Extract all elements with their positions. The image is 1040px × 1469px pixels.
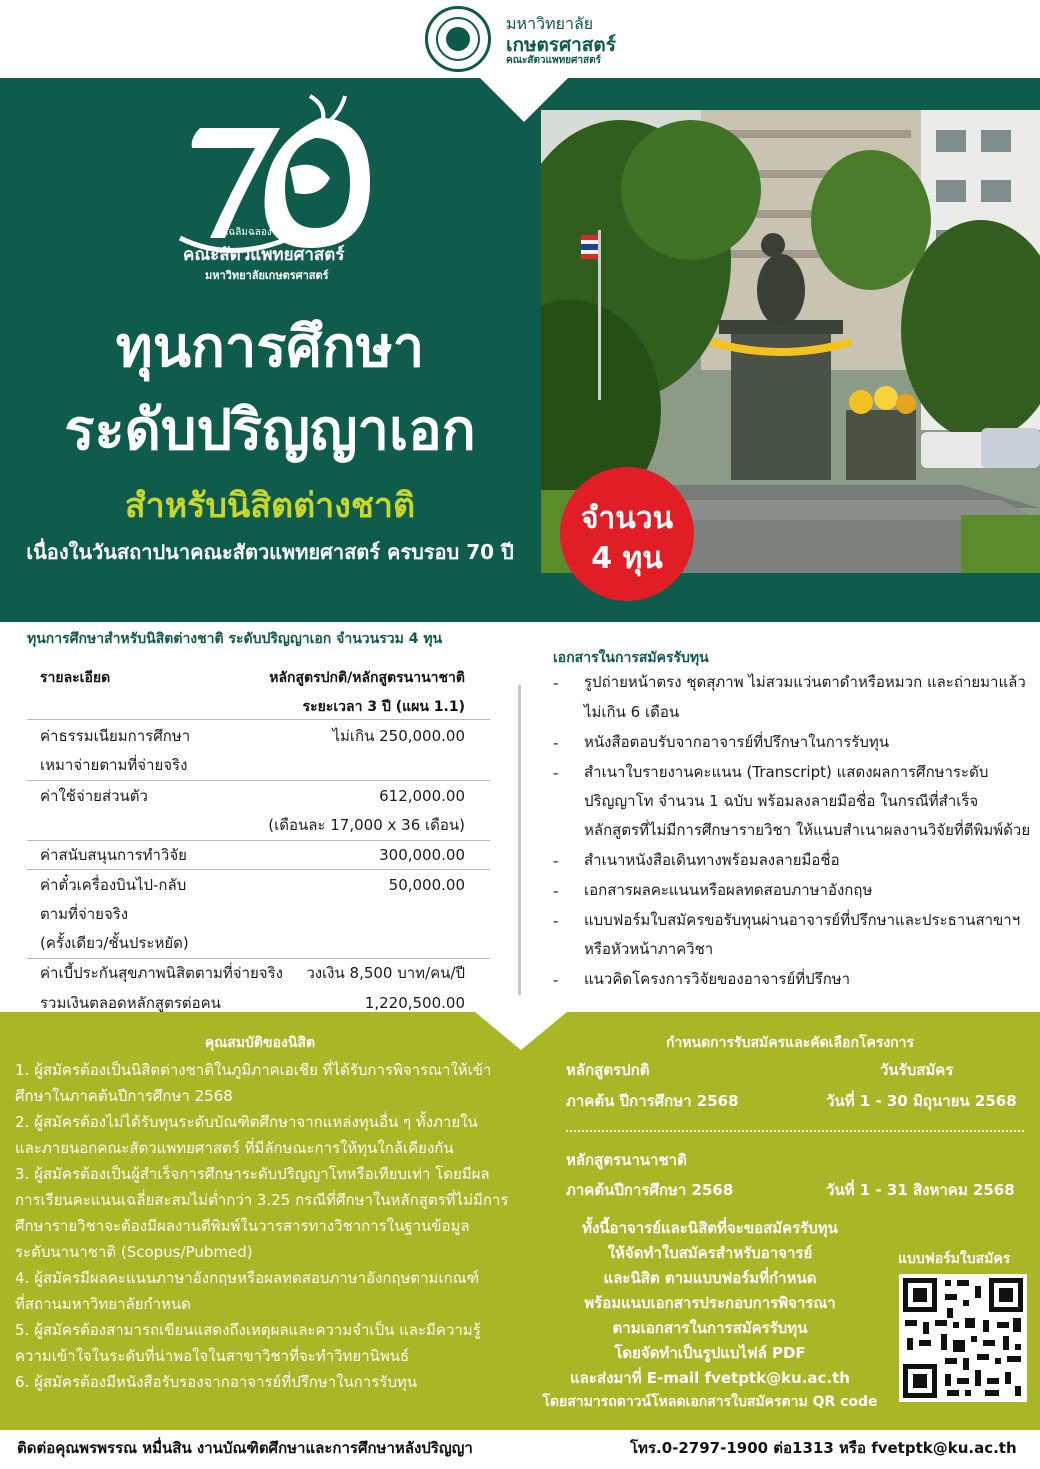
logo-caption-line3: มหาวิทยาลัยเกษตรศาสตร์: [205, 269, 329, 282]
document-item: หนังสือตอบรับจากอาจารย์ที่ปรึกษาในการรับทุน: [584, 733, 889, 751]
documents-title: เอกสารในการสมัครรับทุน: [553, 650, 709, 666]
table-title: ทุนการศึกษาสำหรับนิสิตต่างชาติ ระดับปริญญาเอก จำนวนรวม 4 ทุน: [27, 631, 443, 647]
headline-line2: ระดับปริญญาเอก: [64, 398, 476, 463]
qr-label: แบบฟอร์มใบสมัคร: [898, 1251, 1011, 1267]
bullet-dash: -: [553, 674, 559, 692]
application-note: โดยจัดทำเป็นรูปแบไฟล์ PDF: [614, 1344, 806, 1362]
bullet-dash: -: [553, 852, 559, 870]
qualification-line: 4. ผู้สมัครมีผลคะแนนภาษาอังกฤษหรือผลทดสอบภาษาอังกฤษตามเกณฑ์: [15, 1269, 480, 1287]
schedule-term-regular: ภาคต้น ปีการศึกษา 2568: [566, 1092, 739, 1110]
qualifications-title: คุณสมบัติของนิสิต: [204, 1035, 316, 1051]
application-note: และนิสิต ตามแบบฟอร์มที่กำหนด: [603, 1269, 817, 1287]
badge-label: จำนวน: [580, 501, 674, 536]
logo-caption-line1: เฉลิมฉลอง 70 ปี: [225, 227, 298, 238]
table-row-item: ตามที่จ่ายจริง: [40, 905, 129, 923]
schedule-date-header: วันรับสมัคร: [880, 1061, 954, 1079]
footer-contact: ติดต่อคุณพรพรรณ หมื่นสิน งานบัณฑิตศึกษาและการศึกษาหลังปริญญา: [17, 1439, 473, 1457]
headline-line1: ทุนการศึกษา: [115, 315, 425, 380]
document-item: ปริญญาโท จำนวน 1 ฉบับ พร้อมลงลายมือชื่อ ในกรณีที่สำเร็จ: [584, 792, 979, 810]
dotted-separator: [566, 1130, 1024, 1132]
table-row-value: วงเงิน 8,500 บาท/คน/ปี: [306, 964, 465, 982]
document-item: แนวคิดโครงการวิจัยของอาจารย์ที่ปรึกษา: [584, 970, 851, 988]
table-row-value: 50,000.00: [388, 876, 465, 894]
badge-count: 4 ทุน: [591, 541, 663, 576]
qualification-line: ระดับนานาชาติ (Scopus/Pubmed): [15, 1243, 253, 1261]
qualification-line: 6. ผู้สมัครต้องมีหนังสือรับรองจากอาจารย์ที่ปรึกษาในการรับทุน: [15, 1373, 418, 1391]
table-header-duration: ระยะเวลา 3 ปี (แผน 1.1): [302, 699, 465, 715]
headline-tagline: เนื่องในวันสถาปนาคณะสัตวแพทยศาสตร์ ครบรอบ 70 ปี: [26, 540, 514, 564]
table-row-item: ค่าเบี้ประกันสุขภาพนิสิตตามที่จ่ายจริง: [40, 964, 283, 982]
document-item: หรือหัวหน้าภาควิชา: [584, 940, 714, 958]
headline-subtitle: สำหรับนิสิตต่างชาติ: [124, 486, 416, 526]
application-note: ตามเอกสารในการสมัครรับทุน: [612, 1319, 808, 1337]
qualification-line: ศึกษาในภาคต้นปีการศึกษา 2568: [15, 1087, 233, 1105]
qualification-line: การเรียนคะแนนเฉลี่ยสะสมไม่ต่ำกว่า 3.25 กรณีที่ศึกษาในหลักสูตรที่ไม่มีการ: [15, 1191, 509, 1209]
qualification-line: ศึกษารายวิชาจะต้องมีผลงานตีพิมพ์ในวารสารทางวิชาการในฐานข้อมูล: [15, 1217, 470, 1235]
table-rule: [27, 719, 490, 720]
table-rule: [27, 780, 490, 781]
footer-phone-email: โทร.0-2797-1900 ต่อ1313 หรือ fvetptk@ku.ac.th: [630, 1439, 1017, 1457]
application-note: พร้อมแนบเอกสารประกอบการพิจารณา: [584, 1294, 836, 1312]
document-item: แบบฟอร์มใบสมัครขอรับทุนผ่านอาจารย์ที่ปรึกษาและประธานสาขาฯ: [584, 911, 1021, 929]
bullet-dash: -: [553, 734, 559, 752]
schedule-program-regular: หลักสูตรปกติ: [566, 1061, 650, 1079]
table-total-label: รวมเงินตลอดหลักสูตรต่อคน: [40, 994, 221, 1012]
table-header-detail: รายละเอียด: [40, 670, 111, 686]
table-row-item: เหมาจ่ายตามที่จ่ายจริง: [40, 756, 188, 774]
table-rule: [27, 869, 490, 870]
qualification-line: และภายนอกคณะสัตวแพทยศาสตร์ ที่มีลักษณะการให้ทุนใกล้เคียงกัน: [15, 1139, 454, 1157]
document-item: หลักสูตรที่ไม่มีการศึกษารายวิชา ให้แนบสำเนาผลงานวิจัยที่ตีพิมพ์ด้วย: [584, 821, 1031, 839]
university-seal-icon: [425, 6, 491, 72]
logo-caption-line2: คณะสัตวแพทยศาสตร์: [183, 245, 345, 265]
application-note: และส่งมาที่ E-mail fvetptk@ku.ac.th: [570, 1369, 850, 1387]
qualification-line: 1. ผู้สมัครต้องเป็นนิสิตต่างชาติในภูมิภาคเอเชีย ที่ได้รับการพิจารณาให้เข้า: [15, 1061, 492, 1079]
qualification-line: 2. ผู้สมัครต้องไม่ได้รับทุนระดับบัณฑิตศึกษาจากแหล่งทุนอื่น ๆ ทั้งภายใน: [15, 1113, 478, 1131]
document-item: ไม่เกิน 6 เดือน: [584, 703, 680, 721]
document-item: รูปถ่ายหน้าตรง ชุดสุภาพ ไม่สวมแว่นตาดำหรือหมวก และถ่ายมาแล้ว: [584, 673, 1026, 691]
university-name-line2: เกษตรศาสตร์: [506, 34, 616, 56]
qualification-line: ที่สถานมหาวิทยาลัยกำหนด: [15, 1295, 191, 1313]
bullet-dash: -: [553, 971, 559, 989]
section-divider: [518, 685, 521, 995]
table-row-value: ไม่เกิน 250,000.00: [332, 727, 465, 745]
schedule-date-regular: วันที่ 1 - 30 มิถุนายน 2568: [826, 1092, 1017, 1110]
document-item: สำเนาใบรายงานคะแนน (Transcript) แสดงผลการศึกษาระดับ: [584, 763, 989, 781]
qualification-line: 5. ผู้สมัครต้องสามารถเขียนแสดงถึงเหตุผลและความจำเป็น และมีความรู้: [15, 1321, 481, 1339]
schedule-date-international: วันที่ 1 - 31 สิงหาคม 2568: [826, 1181, 1015, 1199]
table-row-item: (ครั้งเดียว/ชั้นประหยัด): [40, 934, 189, 952]
schedule-term-international: ภาคต้นปีการศึกษา 2568: [566, 1181, 734, 1199]
faculty-name: คณะสัตวแพทยศาสตร์: [506, 55, 601, 66]
schedule-program-international: หลักสูตรนานาชาติ: [566, 1151, 687, 1169]
table-row-item: ค่าตั๋วเครื่องบินไป-กลับ: [40, 876, 187, 894]
bullet-dash: -: [553, 882, 559, 900]
qualification-line: ความเข้าใจในระดับที่น่าพอใจในสาขาวิชาที่จะทำวิทยานิพนธ์: [15, 1347, 410, 1365]
qualification-line: 3. ผู้สมัครต้องเป็นผู้สำเร็จการศึกษาระดับปริญญาโทหรือเทียบเท่า โดยมีผล: [15, 1165, 490, 1183]
application-note: ให้จัดทำใบสมัครสำหรับอาจารย์: [607, 1244, 813, 1262]
table-row-value-note: (เดือนละ 17,000 x 36 เดือน): [268, 816, 465, 834]
table-row-item: ค่าใช้จ่ายส่วนตัว: [40, 787, 148, 805]
document-item: เอกสารผลคะแนนหรือผลทดสอบภาษาอังกฤษ: [584, 881, 873, 899]
document-item: สำเนาหนังสือเดินทางพร้อมลงลายมือชื่อ: [584, 851, 840, 869]
table-row-value: 612,000.00: [379, 787, 465, 805]
table-header-program: หลักสูตรปกติ/หลักสูตรนานาชาติ: [269, 670, 465, 686]
bullet-dash: -: [553, 912, 559, 930]
application-note: โดยสามารถดาวน์โหลดเอกสารใบสมัครตาม QR code: [542, 1394, 878, 1410]
table-row-value: 300,000.00: [379, 846, 465, 864]
bullet-dash: -: [553, 764, 559, 782]
application-note: ทั้งนี้อาจารย์และนิสิตที่จะขอสมัครรับทุน: [582, 1219, 838, 1237]
qr-code[interactable]: [899, 1274, 1027, 1402]
schedule-title: กำหนดการรับสมัครและคัดเลือกโครงการ: [665, 1035, 915, 1051]
university-name-line1: มหาวิทยาลัย: [506, 14, 594, 33]
table-total-value: 1,220,500.00: [364, 994, 465, 1012]
table-row-item: ค่าธรรมเนียมการศึกษา: [40, 727, 191, 745]
table-row-item: ค่าสนับสนุนการทำวิจัย: [40, 846, 187, 864]
